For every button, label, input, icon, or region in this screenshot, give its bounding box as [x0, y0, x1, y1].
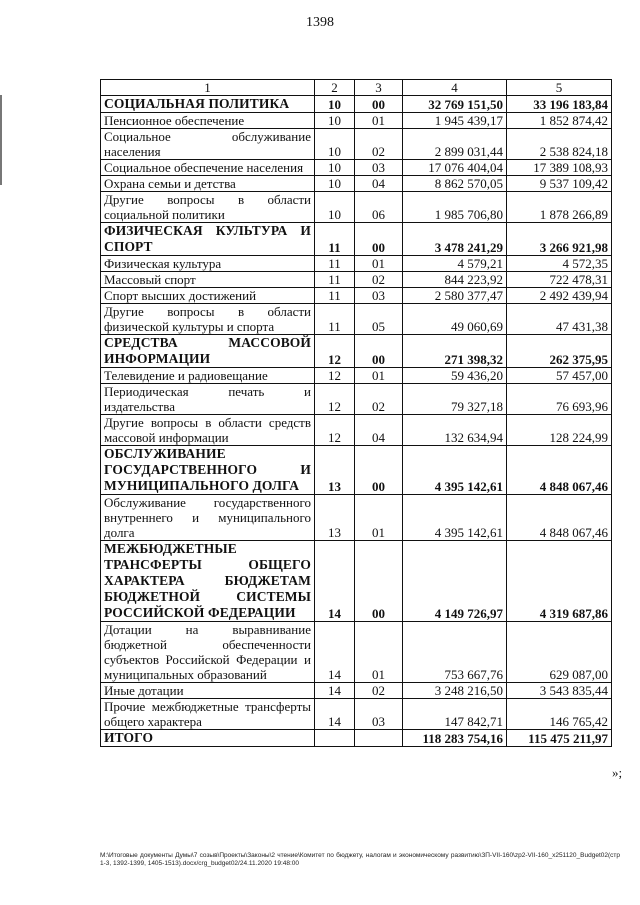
row-section-code: 12 [315, 384, 355, 415]
row-amount-year-2: 4 848 067,46 [507, 446, 612, 495]
table-row [101, 129, 612, 160]
row-amount-year-1: 79 327,18 [403, 384, 507, 415]
row-amount-year-2: 146 765,42 [507, 699, 612, 730]
row-subsection-code: 02 [355, 683, 403, 699]
row-section-code: 10 [315, 192, 355, 223]
row-subsection-code: 01 [355, 113, 403, 129]
row-section-code: 14 [315, 541, 355, 622]
row-name: Другие вопросы в области физической культуры и спорта [101, 304, 315, 335]
row-name: Спорт высших достижений [101, 288, 315, 304]
table-row [101, 160, 612, 176]
row-name: ФИЗИЧЕСКАЯ КУЛЬТУРА И СПОРТ [101, 223, 315, 256]
table-header-row [101, 80, 612, 96]
row-amount-year-2: 57 457,00 [507, 368, 612, 384]
table-row [101, 256, 612, 272]
budget-table [100, 79, 612, 747]
row-section-code: 13 [315, 495, 355, 541]
margin-mark [0, 95, 2, 185]
table-row [101, 683, 612, 699]
table-section-row [101, 96, 612, 113]
row-amount-year-1: 844 223,92 [403, 272, 507, 288]
table-row [101, 622, 612, 683]
row-amount-year-1: 118 283 754,16 [403, 730, 507, 747]
row-name: Другие вопросы в области социальной политики [101, 192, 315, 223]
row-section-code: 11 [315, 256, 355, 272]
row-amount-year-2: 115 475 211,97 [507, 730, 612, 747]
table-section-row [101, 541, 612, 622]
row-subsection-code: 03 [355, 699, 403, 730]
row-amount-year-1: 271 398,32 [403, 335, 507, 368]
table-section-row [101, 730, 612, 747]
table-section-row [101, 223, 612, 256]
row-subsection-code: 00 [355, 335, 403, 368]
row-subsection-code: 02 [355, 384, 403, 415]
row-name: Массовый спорт [101, 272, 315, 288]
row-amount-year-2: 2 538 824,18 [507, 129, 612, 160]
row-subsection-code: 02 [355, 129, 403, 160]
row-subsection-code: 04 [355, 176, 403, 192]
row-name: Обслуживание государственного внутреннего и муниципального долга [101, 495, 315, 541]
row-section-code: 13 [315, 446, 355, 495]
row-amount-year-1: 3 478 241,29 [403, 223, 507, 256]
row-amount-year-2: 4 572,35 [507, 256, 612, 272]
row-amount-year-1: 4 395 142,61 [403, 446, 507, 495]
row-subsection-code: 00 [355, 223, 403, 256]
row-subsection-code [355, 730, 403, 747]
row-amount-year-1: 17 076 404,04 [403, 160, 507, 176]
row-amount-year-1: 2 580 377,47 [403, 288, 507, 304]
row-name: Физическая культура [101, 256, 315, 272]
row-name: ОБСЛУЖИВАНИЕ ГОСУДАРСТВЕННОГО И МУНИЦИПАЛЬНОГО ДОЛГА [101, 446, 315, 495]
row-amount-year-1: 32 769 151,50 [403, 96, 507, 113]
row-name: Охрана семьи и детства [101, 176, 315, 192]
table-row [101, 272, 612, 288]
header-col-2: 2 [315, 80, 355, 96]
row-section-code: 11 [315, 304, 355, 335]
row-amount-year-2: 629 087,00 [507, 622, 612, 683]
row-amount-year-1: 4 395 142,61 [403, 495, 507, 541]
row-name: МЕЖБЮДЖЕТНЫЕ ТРАНСФЕРТЫ ОБЩЕГО ХАРАКТЕРА БЮДЖЕТАМ БЮДЖЕТНОЙ СИСТЕМЫ РОССИЙСКОЙ ФЕДЕРАЦИИ [101, 541, 315, 622]
table-row [101, 192, 612, 223]
row-section-code: 10 [315, 96, 355, 113]
row-name: Социальное обслуживание населения [101, 129, 315, 160]
row-subsection-code: 01 [355, 495, 403, 541]
row-amount-year-2: 4 319 687,86 [507, 541, 612, 622]
row-subsection-code: 00 [355, 96, 403, 113]
row-name: Другие вопросы в области средств массовой информации [101, 415, 315, 446]
row-subsection-code: 03 [355, 288, 403, 304]
row-amount-year-2: 4 848 067,46 [507, 495, 612, 541]
row-section-code: 11 [315, 288, 355, 304]
table-row [101, 699, 612, 730]
row-amount-year-2: 33 196 183,84 [507, 96, 612, 113]
row-amount-year-1: 753 667,76 [403, 622, 507, 683]
row-subsection-code: 01 [355, 368, 403, 384]
row-amount-year-2: 76 693,96 [507, 384, 612, 415]
row-amount-year-2: 1 878 266,89 [507, 192, 612, 223]
row-section-code: 12 [315, 335, 355, 368]
row-section-code: 10 [315, 129, 355, 160]
row-section-code: 12 [315, 368, 355, 384]
row-section-code: 12 [315, 415, 355, 446]
row-section-code: 14 [315, 699, 355, 730]
row-amount-year-1: 4 149 726,97 [403, 541, 507, 622]
header-col-4: 4 [403, 80, 507, 96]
row-subsection-code: 00 [355, 446, 403, 495]
table-row [101, 384, 612, 415]
row-amount-year-2: 1 852 874,42 [507, 113, 612, 129]
row-section-code: 11 [315, 272, 355, 288]
row-subsection-code: 06 [355, 192, 403, 223]
row-amount-year-1: 1 985 706,80 [403, 192, 507, 223]
row-amount-year-1: 4 579,21 [403, 256, 507, 272]
row-name: Телевидение и радиовещание [101, 368, 315, 384]
row-subsection-code: 04 [355, 415, 403, 446]
row-name: Иные дотации [101, 683, 315, 699]
row-amount-year-2: 47 431,38 [507, 304, 612, 335]
row-amount-year-2: 9 537 109,42 [507, 176, 612, 192]
row-section-code [315, 730, 355, 747]
table-row [101, 176, 612, 192]
row-section-code: 11 [315, 223, 355, 256]
row-amount-year-1: 1 945 439,17 [403, 113, 507, 129]
row-subsection-code: 05 [355, 304, 403, 335]
row-name: Дотации на выравнивание бюджетной обеспеченности субъектов Российской Федерации и муниципальных образований [101, 622, 315, 683]
row-name: Прочие межбюджетные трансферты общего характера [101, 699, 315, 730]
row-section-code: 10 [315, 113, 355, 129]
row-amount-year-1: 49 060,69 [403, 304, 507, 335]
row-amount-year-2: 17 389 108,93 [507, 160, 612, 176]
header-col-3: 3 [355, 80, 403, 96]
row-amount-year-1: 59 436,20 [403, 368, 507, 384]
table-row [101, 304, 612, 335]
row-name: СРЕДСТВА МАССОВОЙ ИНФОРМАЦИИ [101, 335, 315, 368]
row-amount-year-2: 722 478,31 [507, 272, 612, 288]
row-subsection-code: 02 [355, 272, 403, 288]
row-section-code: 14 [315, 683, 355, 699]
closing-quote: »; [612, 765, 623, 780]
row-name: СОЦИАЛЬНАЯ ПОЛИТИКА [101, 96, 315, 113]
row-subsection-code: 00 [355, 541, 403, 622]
footer-file-path: M:\Итоговые документы Думы\7 созыв\Проекты\Законы\2 чтение\Комитет по бюджету, налогам и экономическому развитию\ЗП-VII-160\zp2-VII-160_x251120_Budget02(стр 1-3, 1392-1399, 1405-1513).docx/crg_budget02/24.11.2020 19:48:00 [100, 852, 620, 867]
table-row [101, 415, 612, 446]
row-amount-year-2: 262 375,95 [507, 335, 612, 368]
row-subsection-code: 01 [355, 256, 403, 272]
table-section-row [101, 446, 612, 495]
row-name: ИТОГО [101, 730, 315, 747]
row-amount-year-2: 2 492 439,94 [507, 288, 612, 304]
header-col-5: 5 [507, 80, 612, 96]
row-name: Социальное обеспечение населения [101, 160, 315, 176]
table-row [101, 288, 612, 304]
row-name: Пенсионное обеспечение [101, 113, 315, 129]
row-section-code: 10 [315, 176, 355, 192]
table-row [101, 368, 612, 384]
row-name: Периодическая печать и издательства [101, 384, 315, 415]
page-number: 1398 [306, 15, 334, 30]
table-row [101, 495, 612, 541]
table-row [101, 113, 612, 129]
row-section-code: 14 [315, 622, 355, 683]
row-section-code: 10 [315, 160, 355, 176]
row-amount-year-2: 3 543 835,44 [507, 683, 612, 699]
row-amount-year-1: 132 634,94 [403, 415, 507, 446]
table-section-row [101, 335, 612, 368]
row-amount-year-1: 8 862 570,05 [403, 176, 507, 192]
header-col-1: 1 [101, 80, 315, 96]
row-amount-year-2: 128 224,99 [507, 415, 612, 446]
row-subsection-code: 01 [355, 622, 403, 683]
row-amount-year-1: 2 899 031,44 [403, 129, 507, 160]
row-amount-year-1: 3 248 216,50 [403, 683, 507, 699]
row-subsection-code: 03 [355, 160, 403, 176]
row-amount-year-2: 3 266 921,98 [507, 223, 612, 256]
row-amount-year-1: 147 842,71 [403, 699, 507, 730]
